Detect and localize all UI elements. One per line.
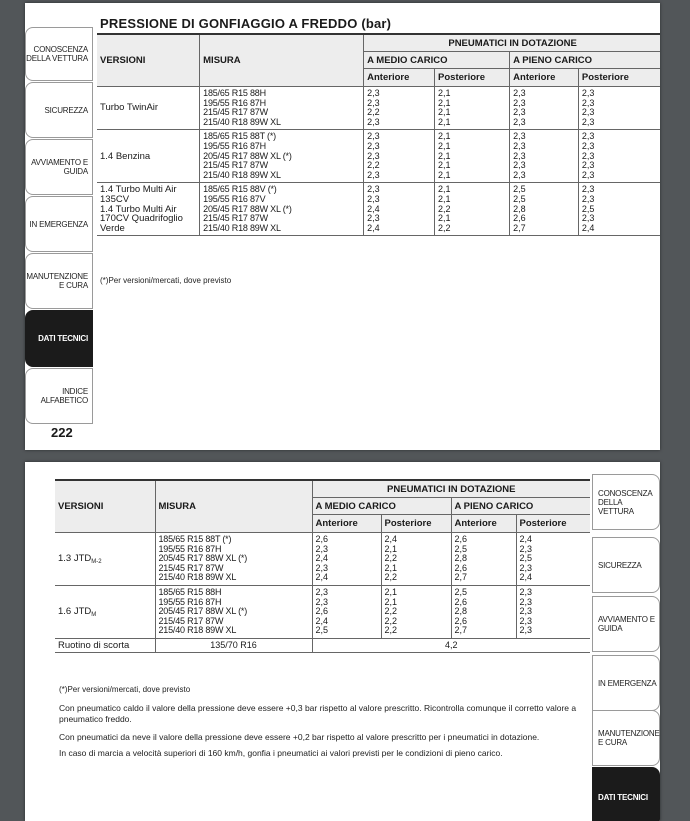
pressure-value: 2,3 — [367, 213, 380, 224]
pressure-value: 2,1 — [438, 131, 451, 142]
header-pieno-posteriore: Posteriore — [516, 515, 590, 533]
note-alta-velocita: In caso di marcia a velocità superiori di 160 km/h, gonfia i pneumatici ai valori previsti per le condizioni di pieno carico. — [59, 748, 503, 758]
medio-anteriore-cell — [364, 87, 435, 130]
pressure-value: 2,3 — [513, 131, 526, 142]
pressure-value: 2,3 — [581, 169, 595, 180]
misura-value: 195/55 R16 87H — [203, 97, 266, 108]
pressure-value: 2,3 — [581, 140, 595, 151]
table-row — [55, 533, 590, 586]
pressure-value: 2,4 — [315, 572, 329, 583]
misura-value: 185/65 R15 88V (*) — [203, 184, 277, 195]
medio-anteriore-cell — [364, 183, 435, 236]
table-row — [97, 183, 660, 236]
medio-posteriore-cell — [381, 585, 451, 638]
spare-misura: 135/70 R16 — [155, 638, 312, 652]
header-medio-posteriore: Posteriore — [381, 515, 451, 533]
page-223 — [25, 462, 660, 821]
tab-indice-alfabetico[interactable]: INDICE ALFABETICO — [25, 368, 93, 424]
pressure-value: 2,1 — [438, 140, 451, 151]
pieno-anteriore-cell — [451, 533, 516, 586]
pressure-value: 2,7 — [454, 572, 468, 583]
tab-dati-tecnici[interactable]: DATI TECNICI — [592, 767, 660, 821]
pieno-posteriore-cell — [516, 585, 590, 638]
pressure-value: 2,3 — [367, 88, 380, 98]
page-222 — [25, 3, 660, 450]
pressure-value: 2,2 — [384, 572, 398, 583]
misura-cell — [155, 585, 312, 638]
pressure-value: 2,1 — [384, 543, 398, 554]
misura-value: 215/45 R17 87W — [203, 160, 268, 171]
misura-value: 185/65 R15 88T (*) — [203, 131, 276, 142]
version-cell — [55, 585, 155, 638]
pieno-posteriore-cell — [578, 87, 660, 130]
misura-value: 195/55 R16 87V — [203, 193, 266, 204]
tab-manutenzione-cura[interactable]: MANUTENZIONE E CURA — [25, 253, 93, 309]
misura-value: 195/55 R16 87H — [158, 596, 222, 607]
tab-in-emergenza[interactable]: IN EMERGENZA — [25, 196, 93, 252]
pressure-value: 2,6 — [454, 615, 468, 626]
pressure-value: 2,3 — [581, 213, 595, 224]
pieno-anteriore-cell — [451, 585, 516, 638]
pressure-value: 2,3 — [519, 615, 533, 626]
misura-value: 205/45 R17 88W XL (*) — [203, 203, 292, 214]
pressure-value: 2,2 — [384, 553, 398, 564]
tab-dati-tecnici[interactable]: DATI TECNICI — [25, 310, 93, 367]
tab-manutenzione-cura[interactable]: MANUTENZIONE E CURA — [592, 710, 660, 766]
chapter-tabs-right — [592, 462, 660, 821]
pressure-value: 2,3 — [367, 97, 380, 108]
pressure-value: 2,3 — [513, 97, 526, 108]
header-medio-carico: A MEDIO CARICO — [364, 52, 510, 69]
pressure-value: 2,3 — [367, 193, 380, 204]
pressure-value: 2,7 — [513, 222, 526, 233]
pressure-value: 2,1 — [438, 184, 451, 195]
spare-wheel-row — [55, 638, 590, 652]
pressure-value: 2,3 — [519, 596, 533, 607]
pressure-value: 2,5 — [454, 543, 468, 554]
misura-cell — [200, 87, 364, 130]
pieno-anteriore-cell — [510, 130, 579, 183]
pieno-posteriore-cell — [516, 533, 590, 586]
spare-pressure: 4,2 — [312, 638, 590, 652]
tab-in-emergenza[interactable]: IN EMERGENZA — [592, 655, 660, 711]
version-name: 1.3 JTD — [58, 552, 92, 564]
pressure-value: 2,6 — [454, 596, 468, 607]
pressure-value: 2,1 — [438, 107, 451, 118]
medio-posteriore-cell — [435, 183, 510, 236]
pressure-value: 2,3 — [315, 596, 329, 607]
pressure-table-2 — [55, 479, 590, 653]
pressure-value: 2,2 — [384, 625, 398, 636]
pressure-value: 2,3 — [581, 193, 595, 204]
header-pneumatici-dotazione: PNEUMATICI IN DOTAZIONE — [312, 480, 590, 498]
pressure-value: 2,3 — [513, 150, 526, 161]
pressure-value: 2,2 — [384, 615, 398, 626]
table-row — [55, 585, 590, 638]
version-name: 1.4 Turbo Multi Air — [100, 184, 177, 196]
misura-value: 215/40 R18 89W XL — [158, 572, 237, 583]
pressure-value: 2,5 — [315, 625, 329, 636]
pressure-value: 2,5 — [581, 203, 595, 214]
pressure-value: 2,3 — [519, 625, 533, 636]
version-name: 135CV — [100, 193, 130, 205]
pressure-value: 2,3 — [581, 160, 595, 171]
pressure-value: 2,3 — [581, 116, 595, 127]
pressure-value: 2,3 — [581, 184, 595, 195]
pressure-value: 2,3 — [513, 116, 526, 127]
pressure-value: 2,3 — [367, 169, 380, 180]
version-suffix: M — [91, 611, 97, 618]
medio-posteriore-cell — [435, 87, 510, 130]
misura-value: 215/45 R17 87W — [158, 615, 224, 626]
version-name: 1.4 Benzina — [100, 150, 151, 162]
pressure-value: 2,3 — [315, 562, 329, 573]
pressure-value: 2,3 — [367, 184, 380, 195]
pressure-value: 2,3 — [581, 88, 595, 98]
pressure-value: 2,3 — [513, 169, 526, 180]
pressure-value: 2,4 — [367, 203, 380, 214]
pressure-value: 2,3 — [513, 88, 526, 98]
pressure-value: 2,1 — [438, 88, 451, 98]
header-pneumatici-dotazione: PNEUMATICI IN DOTAZIONE — [364, 34, 660, 52]
pressure-value: 2,8 — [454, 553, 468, 564]
version-cell — [97, 183, 200, 236]
footnote: (*)Per versioni/mercati, dove previsto — [59, 685, 191, 694]
header-pieno-anteriore: Anteriore — [510, 69, 579, 87]
misura-cell — [155, 533, 312, 586]
pressure-value: 2,3 — [519, 586, 533, 597]
header-pieno-posteriore: Posteriore — [578, 69, 660, 87]
pressure-value: 2,6 — [454, 534, 468, 544]
pressure-value: 2,3 — [519, 562, 533, 573]
header-medio-posteriore: Posteriore — [435, 69, 510, 87]
pressure-value: 2,3 — [315, 543, 329, 554]
pressure-value: 2,2 — [438, 222, 451, 233]
misura-value: 205/45 R17 88W XL (*) — [158, 606, 248, 617]
misura-value: 185/65 R15 88H — [158, 586, 222, 597]
pressure-value: 2,1 — [438, 169, 451, 180]
misura-value: 215/40 R18 89W XL — [203, 169, 281, 180]
version-cell — [97, 87, 200, 130]
version-name: Verde — [100, 222, 125, 234]
pressure-value: 2,2 — [367, 160, 380, 171]
misura-cell — [200, 183, 364, 236]
header-pieno-carico: A PIENO CARICO — [451, 498, 590, 515]
pressure-value: 2,4 — [519, 534, 533, 544]
misura-value: 215/40 R18 89W XL — [203, 116, 281, 127]
misura-value: 205/45 R17 88W XL (*) — [203, 150, 292, 161]
medio-anteriore-cell — [312, 533, 381, 586]
header-misura: MISURA — [155, 480, 312, 533]
pieno-posteriore-cell — [578, 130, 660, 183]
page-number: 222 — [51, 425, 73, 440]
pressure-value: 2,6 — [513, 213, 526, 224]
misura-value: 195/55 R16 87H — [158, 543, 222, 554]
misura-value: 215/40 R18 89W XL — [203, 222, 281, 233]
header-medio-carico: A MEDIO CARICO — [312, 498, 451, 515]
pressure-table-1 — [97, 33, 660, 236]
misura-cell — [200, 130, 364, 183]
pressure-value: 2,4 — [581, 222, 595, 233]
misura-value: 195/55 R16 87H — [203, 140, 266, 151]
pressure-value: 2,1 — [438, 116, 451, 127]
header-medio-anteriore: Anteriore — [312, 515, 381, 533]
version-suffix: M-2 — [91, 558, 102, 565]
version-name: 1.6 JTD — [58, 605, 92, 617]
pressure-value: 2,8 — [454, 606, 468, 617]
pressure-value: 2,4 — [315, 553, 329, 564]
misura-value: 215/40 R18 89W XL — [158, 625, 237, 636]
note-pneumatici-neve: Con pneumatici da neve il valore della pressione deve essere +0,2 bar rispetto al valore prescritto per i pneumatici in dotazione. — [59, 732, 540, 742]
pressure-value: 2,1 — [438, 193, 451, 204]
version-name: 1.4 Turbo Multi Air — [100, 203, 177, 215]
spare-label: Ruotino di scorta — [58, 639, 130, 651]
pressure-value: 2,2 — [438, 203, 451, 214]
pressure-value: 2,5 — [454, 586, 468, 597]
pressure-value: 2,3 — [519, 543, 533, 554]
pressure-value: 2,3 — [367, 140, 380, 151]
tab-conoscenza-vettura[interactable]: CONOSCENZA DELLA VETTURA — [25, 27, 93, 81]
footnote: (*)Per versioni/mercati, dove previsto — [100, 276, 232, 285]
pressure-value: 2,3 — [315, 586, 329, 597]
pressure-value: 2,3 — [513, 107, 526, 118]
medio-anteriore-cell — [312, 585, 381, 638]
pressure-value: 2,1 — [438, 160, 451, 171]
header-versioni: VERSIONI — [55, 480, 155, 533]
note-pneumatico-caldo: Con pneumatico caldo il valore della pressione deve essere +0,3 bar rispetto al valore prescritto. Ricontrolla comunque il corretto valore a pneumatico freddo. — [59, 703, 577, 724]
pressure-value: 2,3 — [581, 107, 595, 118]
pressure-value: 2,2 — [367, 107, 380, 118]
misura-value: 205/45 R17 88W XL (*) — [158, 553, 248, 564]
pressure-value: 2,3 — [581, 150, 595, 161]
version-name: 170CV Quadrifoglio — [100, 213, 183, 225]
pressure-value: 2,6 — [315, 606, 329, 617]
header-pieno-carico: A PIENO CARICO — [510, 52, 660, 69]
pressure-value: 2,5 — [519, 553, 533, 564]
version-cell — [97, 130, 200, 183]
version-cell — [55, 533, 155, 586]
pressure-value: 2,1 — [438, 213, 451, 224]
pressure-value: 2,1 — [384, 586, 398, 597]
version-name: Turbo TwinAir — [100, 102, 159, 114]
table-row — [97, 87, 660, 130]
pieno-anteriore-cell — [510, 183, 579, 236]
pressure-value: 2,6 — [315, 534, 329, 544]
tab-conoscenza-vettura[interactable]: CONOSCENZA DELLA VETTURA — [592, 474, 660, 530]
pieno-anteriore-cell — [510, 87, 579, 130]
pressure-value: 2,1 — [438, 97, 451, 108]
pressure-value: 2,8 — [513, 203, 526, 214]
page-title: PRESSIONE DI GONFIAGGIO A FREDDO (bar) — [100, 16, 392, 31]
medio-posteriore-cell — [381, 533, 451, 586]
pressure-value: 2,3 — [581, 131, 595, 142]
tab-sicurezza[interactable]: SICUREZZA — [592, 537, 660, 593]
pressure-value: 2,1 — [438, 150, 451, 161]
pressure-value: 2,2 — [384, 606, 398, 617]
pressure-value: 2,3 — [519, 606, 533, 617]
tab-avviamento-guida[interactable]: AVVIAMENTO E GUIDA — [25, 139, 93, 195]
pressure-value: 2,4 — [384, 534, 398, 544]
pressure-value: 2,4 — [367, 222, 380, 233]
chapter-tabs-left — [25, 3, 93, 450]
pressure-value: 2,3 — [367, 116, 380, 127]
pressure-value: 2,1 — [384, 596, 398, 607]
misura-value: 215/45 R17 87W — [203, 213, 268, 224]
pressure-value: 2,4 — [519, 572, 533, 583]
pressure-value: 2,3 — [367, 131, 380, 142]
pressure-value: 2,3 — [513, 160, 526, 171]
misura-value: 215/45 R17 87W — [158, 562, 224, 573]
header-pieno-anteriore: Anteriore — [451, 515, 516, 533]
pressure-value: 2,1 — [384, 562, 398, 573]
header-versioni: VERSIONI — [97, 34, 200, 87]
tab-sicurezza[interactable]: SICUREZZA — [25, 82, 93, 138]
pressure-value: 2,5 — [513, 184, 526, 195]
pressure-value: 2,7 — [454, 625, 468, 636]
misura-value: 185/65 R15 88H — [203, 88, 266, 98]
pressure-value: 2,4 — [315, 615, 329, 626]
medio-anteriore-cell — [364, 130, 435, 183]
header-medio-anteriore: Anteriore — [364, 69, 435, 87]
misura-value: 185/65 R15 88T (*) — [158, 534, 232, 544]
pressure-value: 2,3 — [581, 97, 595, 108]
medio-posteriore-cell — [435, 130, 510, 183]
table-row — [97, 130, 660, 183]
pressure-value: 2,5 — [513, 193, 526, 204]
pressure-value: 2,3 — [367, 150, 380, 161]
header-misura: MISURA — [200, 34, 364, 87]
pieno-posteriore-cell — [578, 183, 660, 236]
tab-avviamento-guida[interactable]: AVVIAMENTO E GUIDA — [592, 596, 660, 652]
misura-value: 215/45 R17 87W — [203, 107, 268, 118]
pressure-value: 2,3 — [513, 140, 526, 151]
pressure-value: 2,6 — [454, 562, 468, 573]
